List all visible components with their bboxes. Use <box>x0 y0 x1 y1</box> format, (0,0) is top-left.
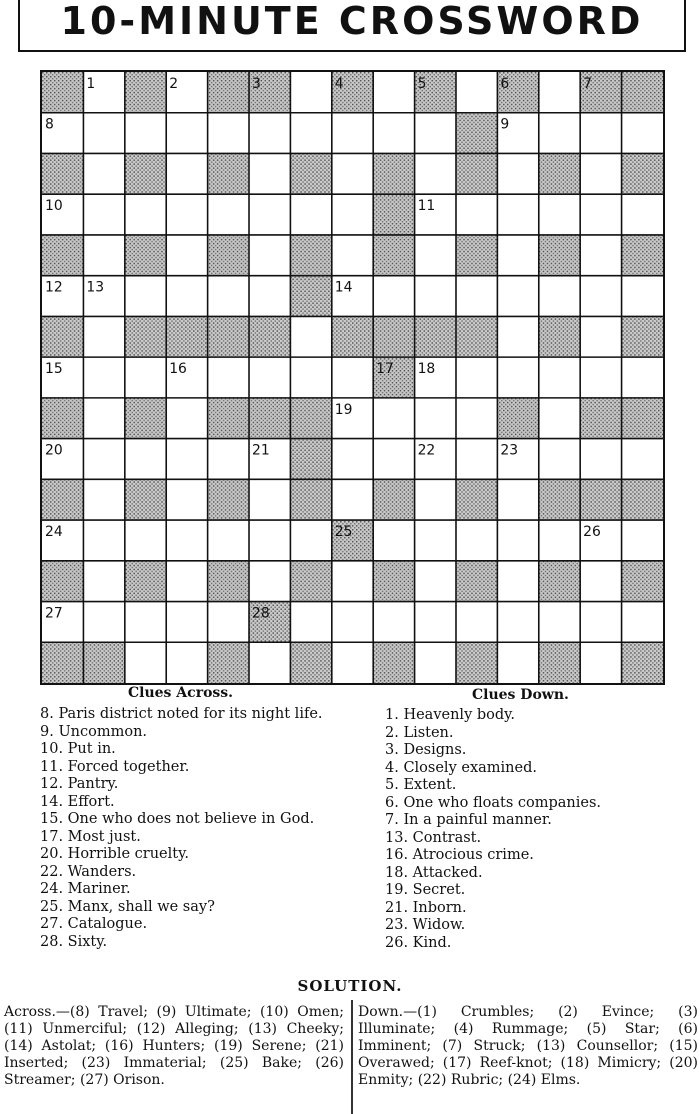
grid-clue-number: 10 <box>45 198 63 215</box>
grid-empty-cell[interactable] <box>415 113 456 154</box>
grid-clue-number: 2 <box>169 75 179 92</box>
grid-block-cell <box>290 642 331 683</box>
clue-down-item: 21. Inborn. <box>385 899 467 916</box>
grid-empty-cell[interactable] <box>415 276 456 317</box>
grid-empty-cell[interactable] <box>249 479 290 520</box>
grid-block-cell <box>580 398 621 439</box>
grid-block-cell <box>332 316 373 357</box>
grid-empty-cell[interactable] <box>125 194 166 235</box>
grid-empty-cell[interactable] <box>497 357 538 398</box>
grid-empty-cell[interactable] <box>539 520 580 561</box>
grid-block-cell <box>83 642 124 683</box>
grid-empty-cell[interactable] <box>580 113 621 154</box>
grid-clue-number: 12 <box>45 279 63 296</box>
grid-empty-cell[interactable] <box>249 276 290 317</box>
grid-block-cell <box>249 398 290 439</box>
grid-empty-cell[interactable] <box>332 642 373 683</box>
grid-empty-cell[interactable] <box>415 642 456 683</box>
grid-empty-cell[interactable] <box>539 357 580 398</box>
grid-empty-cell[interactable] <box>166 153 207 194</box>
grid-empty-cell[interactable] <box>415 153 456 194</box>
grid-block-cell <box>125 153 166 194</box>
grid-empty-cell[interactable] <box>415 602 456 643</box>
clue-across-item: 8. Paris district noted for its night life. <box>40 706 323 722</box>
grid-block-cell <box>208 561 249 602</box>
grid-block-cell <box>208 72 249 113</box>
clue-down-item: 5. Extent. <box>385 777 457 793</box>
crossword-grid[interactable] <box>40 70 665 685</box>
grid-block-cell <box>290 398 331 439</box>
grid-block-cell <box>539 153 580 194</box>
grid-clue-number: 28 <box>251 605 270 622</box>
grid-empty-cell[interactable] <box>208 439 249 480</box>
grid-empty-cell[interactable] <box>166 479 207 520</box>
grid-block-cell <box>373 642 414 683</box>
grid-empty-cell[interactable] <box>580 276 621 317</box>
grid-empty-cell[interactable] <box>580 561 621 602</box>
grid-empty-cell[interactable] <box>497 194 538 235</box>
grid-clue-number: 1 <box>86 75 96 92</box>
grid-empty-cell[interactable] <box>497 235 538 276</box>
grid-empty-cell[interactable] <box>83 235 124 276</box>
clue-across-item: 15. One who does not believe in God. <box>40 811 315 827</box>
grid-empty-cell[interactable] <box>456 276 497 317</box>
grid-empty-cell[interactable] <box>622 602 663 643</box>
grid-empty-cell[interactable] <box>539 72 580 113</box>
grid-block-cell <box>290 479 331 520</box>
grid-empty-cell[interactable] <box>166 520 207 561</box>
clue-across-item: 10. Put in. <box>40 741 116 757</box>
grid-empty-cell[interactable] <box>497 642 538 683</box>
clue-down-item: 23. Widow. <box>385 917 466 933</box>
grid-empty-cell[interactable] <box>497 276 538 317</box>
clue-down-item: 1. Heavenly body. <box>385 707 516 723</box>
grid-empty-cell[interactable] <box>290 357 331 398</box>
grid-block-cell <box>290 276 331 317</box>
grid-empty-cell[interactable] <box>290 520 331 561</box>
grid-block-cell <box>415 316 456 357</box>
clue-down-item: 7. In a painful manner. <box>385 812 552 828</box>
grid-clue-number: 22 <box>417 442 436 459</box>
grid-block-cell <box>539 642 580 683</box>
clue-down-item: 3. Designs. <box>385 742 467 758</box>
grid-empty-cell[interactable] <box>456 398 497 439</box>
grid-empty-cell[interactable] <box>208 276 249 317</box>
grid-empty-cell[interactable] <box>622 357 663 398</box>
solution-down: Down.—(1) Crumbles; (2) Evince; (3) Illuminate; (4) Rummage; (5) Star; (6) Imminent; (7) Struck; (13) Counsellor; (15) Overawed; (17) Reef-knot; (18) Mimicry; (20) Enmity; (22) Rubric; (24) Elms. <box>358 1004 698 1088</box>
grid-empty-cell[interactable] <box>125 439 166 480</box>
grid-block-cell <box>539 561 580 602</box>
grid-empty-cell[interactable] <box>456 520 497 561</box>
grid-empty-cell[interactable] <box>166 194 207 235</box>
grid-empty-cell[interactable] <box>290 316 331 357</box>
grid-block-cell <box>42 479 83 520</box>
grid-empty-cell[interactable] <box>83 602 124 643</box>
grid-clue-number: 13 <box>86 279 105 296</box>
clues-across-list <box>40 706 370 951</box>
grid-block-cell <box>622 235 663 276</box>
grid-empty-cell[interactable] <box>83 316 124 357</box>
grid-empty-cell[interactable] <box>249 194 290 235</box>
grid-block-cell <box>208 479 249 520</box>
grid-empty-cell[interactable] <box>83 439 124 480</box>
grid-block-cell <box>290 439 331 480</box>
grid-block-cell <box>373 235 414 276</box>
grid-empty-cell[interactable] <box>290 72 331 113</box>
grid-clue-number: 16 <box>169 361 187 378</box>
grid-empty-cell[interactable] <box>290 194 331 235</box>
grid-empty-cell[interactable] <box>497 602 538 643</box>
grid-block-cell <box>373 479 414 520</box>
grid-empty-cell[interactable] <box>580 153 621 194</box>
grid-block-cell <box>208 316 249 357</box>
grid-empty-cell[interactable] <box>290 113 331 154</box>
grid-empty-cell[interactable] <box>580 602 621 643</box>
grid-empty-cell[interactable] <box>539 439 580 480</box>
grid-clue-number: 6 <box>500 75 510 92</box>
grid-empty-cell[interactable] <box>83 561 124 602</box>
grid-empty-cell[interactable] <box>249 113 290 154</box>
grid-empty-cell[interactable] <box>580 316 621 357</box>
grid-empty-cell[interactable] <box>539 398 580 439</box>
clue-across-item: 27. Catalogue. <box>40 916 148 932</box>
grid-empty-cell[interactable] <box>497 153 538 194</box>
grid-empty-cell[interactable] <box>208 520 249 561</box>
grid-clue-number: 4 <box>334 75 344 92</box>
clue-across-item: 28. Sixty. <box>40 933 108 950</box>
grid-empty-cell[interactable] <box>456 357 497 398</box>
grid-block-cell <box>456 479 497 520</box>
grid-block-cell <box>42 316 83 357</box>
clue-across-item: 22. Wanders. <box>40 863 137 880</box>
grid-empty-cell[interactable] <box>622 520 663 561</box>
grid-block-cell <box>125 479 166 520</box>
grid-empty-cell[interactable] <box>249 357 290 398</box>
grid-block-cell <box>290 235 331 276</box>
grid-block-cell <box>456 642 497 683</box>
grid-block-cell <box>497 398 538 439</box>
grid-block-cell <box>42 642 83 683</box>
grid-block-cell <box>208 398 249 439</box>
grid-empty-cell[interactable] <box>249 642 290 683</box>
clue-down-item: 18. Attacked. <box>385 864 483 881</box>
grid-empty-cell[interactable] <box>208 194 249 235</box>
clue-across-item: 12. Pantry. <box>40 776 119 792</box>
grid-block-cell <box>166 316 207 357</box>
grid-empty-cell[interactable] <box>497 561 538 602</box>
clue-down-item: 6. One who floats companies. <box>385 794 602 811</box>
grid-empty-cell[interactable] <box>166 439 207 480</box>
clue-down-item: 16. Atrocious crime. <box>385 847 534 863</box>
grid-clue-number: 17 <box>376 361 394 378</box>
grid-block-cell <box>622 153 663 194</box>
grid-empty-cell[interactable] <box>373 520 414 561</box>
grid-empty-cell[interactable] <box>539 113 580 154</box>
grid-empty-cell[interactable] <box>415 398 456 439</box>
grid-empty-cell[interactable] <box>373 602 414 643</box>
grid-block-cell <box>580 479 621 520</box>
grid-empty-cell[interactable] <box>249 235 290 276</box>
grid-clue-number: 7 <box>583 75 593 92</box>
grid-block-cell <box>249 316 290 357</box>
grid-empty-cell[interactable] <box>125 357 166 398</box>
grid-empty-cell[interactable] <box>166 642 207 683</box>
grid-block-cell <box>456 561 497 602</box>
grid-empty-cell[interactable] <box>415 520 456 561</box>
grid-block-cell <box>125 561 166 602</box>
grid-empty-cell[interactable] <box>539 194 580 235</box>
title-box <box>18 0 686 52</box>
grid-empty-cell[interactable] <box>332 235 373 276</box>
grid-clue-number: 19 <box>334 401 353 418</box>
grid-empty-cell[interactable] <box>125 602 166 643</box>
grid-block-cell <box>622 398 663 439</box>
clue-across-item: 17. Most just. <box>40 828 141 845</box>
grid-block-cell <box>125 235 166 276</box>
clues-across-heading: Clues Across. <box>128 685 234 701</box>
grid-empty-cell[interactable] <box>166 276 207 317</box>
grid-clue-number: 8 <box>45 116 54 133</box>
grid-empty-cell[interactable] <box>373 398 414 439</box>
grid-empty-cell[interactable] <box>622 439 663 480</box>
clue-down-item: 4. Closely examined. <box>385 759 537 776</box>
grid-empty-cell[interactable] <box>539 276 580 317</box>
solution-across: Across.—(8) Travel; (9) Ultimate; (10) Omen; (11) Unmerciful; (12) Alleging; (13) Cheeky; (14) Astolat; (16) Hunters; (19) Serene; (21) Inserted; (23) Immaterial; (25) Bake; (26) Streamer; (27) Orison. <box>4 1004 344 1088</box>
grid-empty-cell[interactable] <box>415 235 456 276</box>
grid-empty-cell[interactable] <box>249 153 290 194</box>
grid-empty-cell[interactable] <box>580 642 621 683</box>
grid-empty-cell[interactable] <box>497 520 538 561</box>
grid-empty-cell[interactable] <box>166 398 207 439</box>
grid-empty-cell[interactable] <box>83 520 124 561</box>
clues-down-list <box>385 707 695 952</box>
clue-across-item: 9. Uncommon. <box>40 723 148 740</box>
grid-empty-cell[interactable] <box>166 602 207 643</box>
grid-empty-cell[interactable] <box>332 113 373 154</box>
grid-block-cell <box>373 316 414 357</box>
grid-empty-cell[interactable] <box>373 276 414 317</box>
clue-down-item: 19. Secret. <box>385 882 466 898</box>
grid-empty-cell[interactable] <box>83 398 124 439</box>
grid-block-cell <box>208 235 249 276</box>
grid-empty-cell[interactable] <box>249 561 290 602</box>
clue-across-item: 11. Forced together. <box>40 758 190 775</box>
grid-block-cell <box>622 316 663 357</box>
grid-empty-cell[interactable] <box>622 276 663 317</box>
grid-block-cell <box>208 642 249 683</box>
grid-empty-cell[interactable] <box>208 357 249 398</box>
grid-empty-cell[interactable] <box>125 642 166 683</box>
grid-empty-cell[interactable] <box>332 479 373 520</box>
grid-empty-cell[interactable] <box>166 235 207 276</box>
grid-empty-cell[interactable] <box>249 520 290 561</box>
grid-empty-cell[interactable] <box>580 235 621 276</box>
grid-clue-number: 25 <box>334 523 353 540</box>
clue-down-item: 26. Kind. <box>385 934 452 951</box>
grid-empty-cell[interactable] <box>497 479 538 520</box>
clue-across-item: 20. Horrible cruelty. <box>40 846 189 862</box>
clue-across-item: 14. Effort. <box>40 793 115 810</box>
grid-clue-number: 20 <box>45 442 63 459</box>
grid-block-cell <box>622 72 663 113</box>
grid-empty-cell[interactable] <box>497 316 538 357</box>
grid-empty-cell[interactable] <box>373 113 414 154</box>
grid-block-cell <box>125 72 166 113</box>
grid-clue-number: 9 <box>500 116 510 133</box>
grid-empty-cell[interactable] <box>332 602 373 643</box>
grid-empty-cell[interactable] <box>125 113 166 154</box>
grid-empty-cell[interactable] <box>83 479 124 520</box>
grid-empty-cell[interactable] <box>332 561 373 602</box>
grid-empty-cell[interactable] <box>580 357 621 398</box>
grid-block-cell <box>373 153 414 194</box>
grid-clue-number: 11 <box>417 198 436 215</box>
clue-down-item: 13. Contrast. <box>385 829 482 846</box>
grid-clue-number: 15 <box>45 361 63 378</box>
grid-clue-number: 23 <box>500 442 519 459</box>
grid-empty-cell[interactable] <box>456 72 497 113</box>
grid-clue-number: 3 <box>251 75 261 92</box>
grid-block-cell <box>539 235 580 276</box>
grid-block-cell <box>42 153 83 194</box>
grid-clue-number: 14 <box>334 279 353 296</box>
grid-block-cell <box>373 561 414 602</box>
grid-clue-number: 5 <box>417 75 427 92</box>
grid-empty-cell[interactable] <box>332 194 373 235</box>
grid-block-cell <box>373 194 414 235</box>
grid-clue-number: 27 <box>45 605 63 622</box>
grid-block-cell <box>539 479 580 520</box>
grid-clue-number: 26 <box>583 523 601 540</box>
grid-empty-cell[interactable] <box>83 113 124 154</box>
clue-across-item: 24. Mariner. <box>40 881 131 897</box>
grid-block-cell <box>42 235 83 276</box>
grid-empty-cell[interactable] <box>332 439 373 480</box>
grid-empty-cell[interactable] <box>332 357 373 398</box>
grid-block-cell <box>456 113 497 154</box>
clues-down-heading: Clues Down. <box>472 687 569 703</box>
grid-empty-cell[interactable] <box>622 113 663 154</box>
grid-clue-number: 18 <box>417 361 436 378</box>
grid-block-cell <box>622 479 663 520</box>
grid-block-cell <box>42 72 83 113</box>
grid-empty-cell[interactable] <box>456 439 497 480</box>
grid-empty-cell[interactable] <box>83 194 124 235</box>
grid-empty-cell[interactable] <box>208 113 249 154</box>
grid-block-cell <box>622 561 663 602</box>
grid-empty-cell[interactable] <box>166 561 207 602</box>
grid-block-cell <box>42 561 83 602</box>
grid-empty-cell[interactable] <box>332 153 373 194</box>
grid-empty-cell[interactable] <box>290 602 331 643</box>
grid-empty-cell[interactable] <box>166 113 207 154</box>
grid-block-cell <box>42 398 83 439</box>
grid-block-cell <box>125 398 166 439</box>
grid-empty-cell[interactable] <box>580 194 621 235</box>
grid-block-cell <box>290 561 331 602</box>
grid-clue-number: 21 <box>251 442 270 459</box>
grid-block-cell <box>456 153 497 194</box>
grid-empty-cell[interactable] <box>415 561 456 602</box>
grid-block-cell <box>456 316 497 357</box>
grid-block-cell <box>539 316 580 357</box>
grid-empty-cell[interactable] <box>83 357 124 398</box>
grid-empty-cell[interactable] <box>125 276 166 317</box>
grid-empty-cell[interactable] <box>373 439 414 480</box>
grid-empty-cell[interactable] <box>208 602 249 643</box>
solution-divider <box>351 1000 353 1114</box>
solution-heading: SOLUTION. <box>297 977 403 995</box>
grid-clue-number: 24 <box>45 523 63 540</box>
grid-empty-cell[interactable] <box>622 194 663 235</box>
clue-down-item: 2. Listen. <box>385 724 454 741</box>
grid-empty-cell[interactable] <box>456 194 497 235</box>
grid-block-cell <box>290 153 331 194</box>
page-title: 10-MINUTE CROSSWORD <box>60 0 644 43</box>
grid-block-cell <box>622 642 663 683</box>
clue-across-item: 25. Manx, shall we say? <box>40 898 215 915</box>
grid-empty-cell[interactable] <box>456 602 497 643</box>
grid-empty-cell[interactable] <box>415 479 456 520</box>
grid-empty-cell[interactable] <box>580 439 621 480</box>
grid-empty-cell[interactable] <box>83 153 124 194</box>
grid-block-cell <box>456 235 497 276</box>
grid-empty-cell[interactable] <box>373 72 414 113</box>
grid-block-cell <box>208 153 249 194</box>
grid-empty-cell[interactable] <box>539 602 580 643</box>
grid-empty-cell[interactable] <box>125 520 166 561</box>
grid-block-cell <box>125 316 166 357</box>
